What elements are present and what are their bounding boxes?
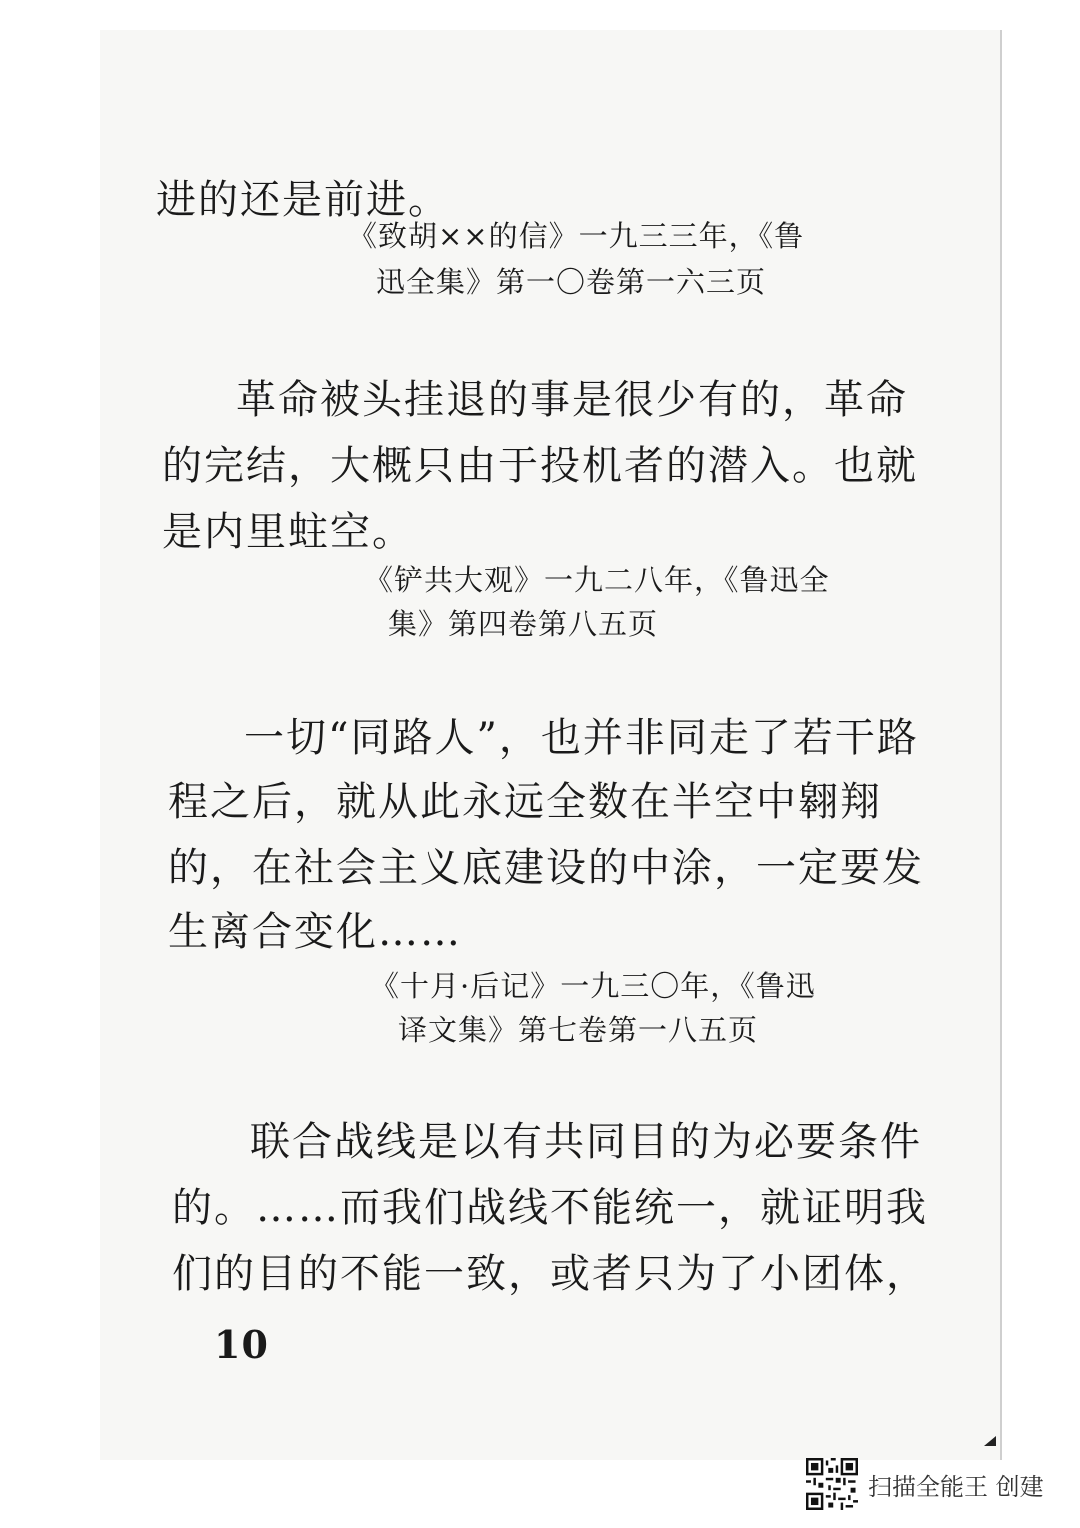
paragraph-line: 的。……而我们战线不能统一，就证明我 <box>172 1185 928 1231</box>
citation-line: 《致胡××的信》一九三三年，《鲁 <box>348 219 805 253</box>
paragraph-line: 的完结，大概只由于投机者的潜入。也就 <box>162 443 918 489</box>
citation-line: 集》第四卷第八五页 <box>388 607 659 641</box>
corner-mark <box>984 1436 996 1446</box>
paragraph-line: 一切“同路人”，也并非同走了若干路 <box>244 715 919 761</box>
page-number: 10 <box>214 1322 269 1367</box>
citation-line: 译文集》第七卷第一八五页 <box>398 1013 759 1047</box>
paragraph-line: 生离合变化…… <box>168 909 462 955</box>
qr-code-icon <box>806 1458 858 1510</box>
paragraph-line: 进的还是前进。 <box>156 177 450 223</box>
paragraph-line: 是内里蛀空。 <box>162 509 414 555</box>
watermark-label: 扫描全能王 创建 <box>868 1472 1044 1501</box>
paragraph-line: 革命被头挂退的事是很少有的，革命 <box>236 377 908 423</box>
paragraph-line: 程之后，就从此永远全数在半空中翱翔 <box>168 779 882 825</box>
citation-line: 迅全集》第一〇卷第一六三页 <box>376 265 767 299</box>
paragraph-line: 联合战线是以有共同目的为必要条件 <box>250 1119 922 1165</box>
citation-line: 《十月·后记》一九三〇年，《鲁迅 <box>370 969 816 1003</box>
paragraph-line: 的，在社会主义底建设的中涂，一定要发 <box>168 845 924 891</box>
paragraph-line: 们的目的不能一致，或者只为了小团体， <box>172 1251 928 1297</box>
scanner-watermark <box>806 1456 1044 1512</box>
citation-line: 《铲共大观》一九二八年，《鲁迅全 <box>364 563 830 597</box>
